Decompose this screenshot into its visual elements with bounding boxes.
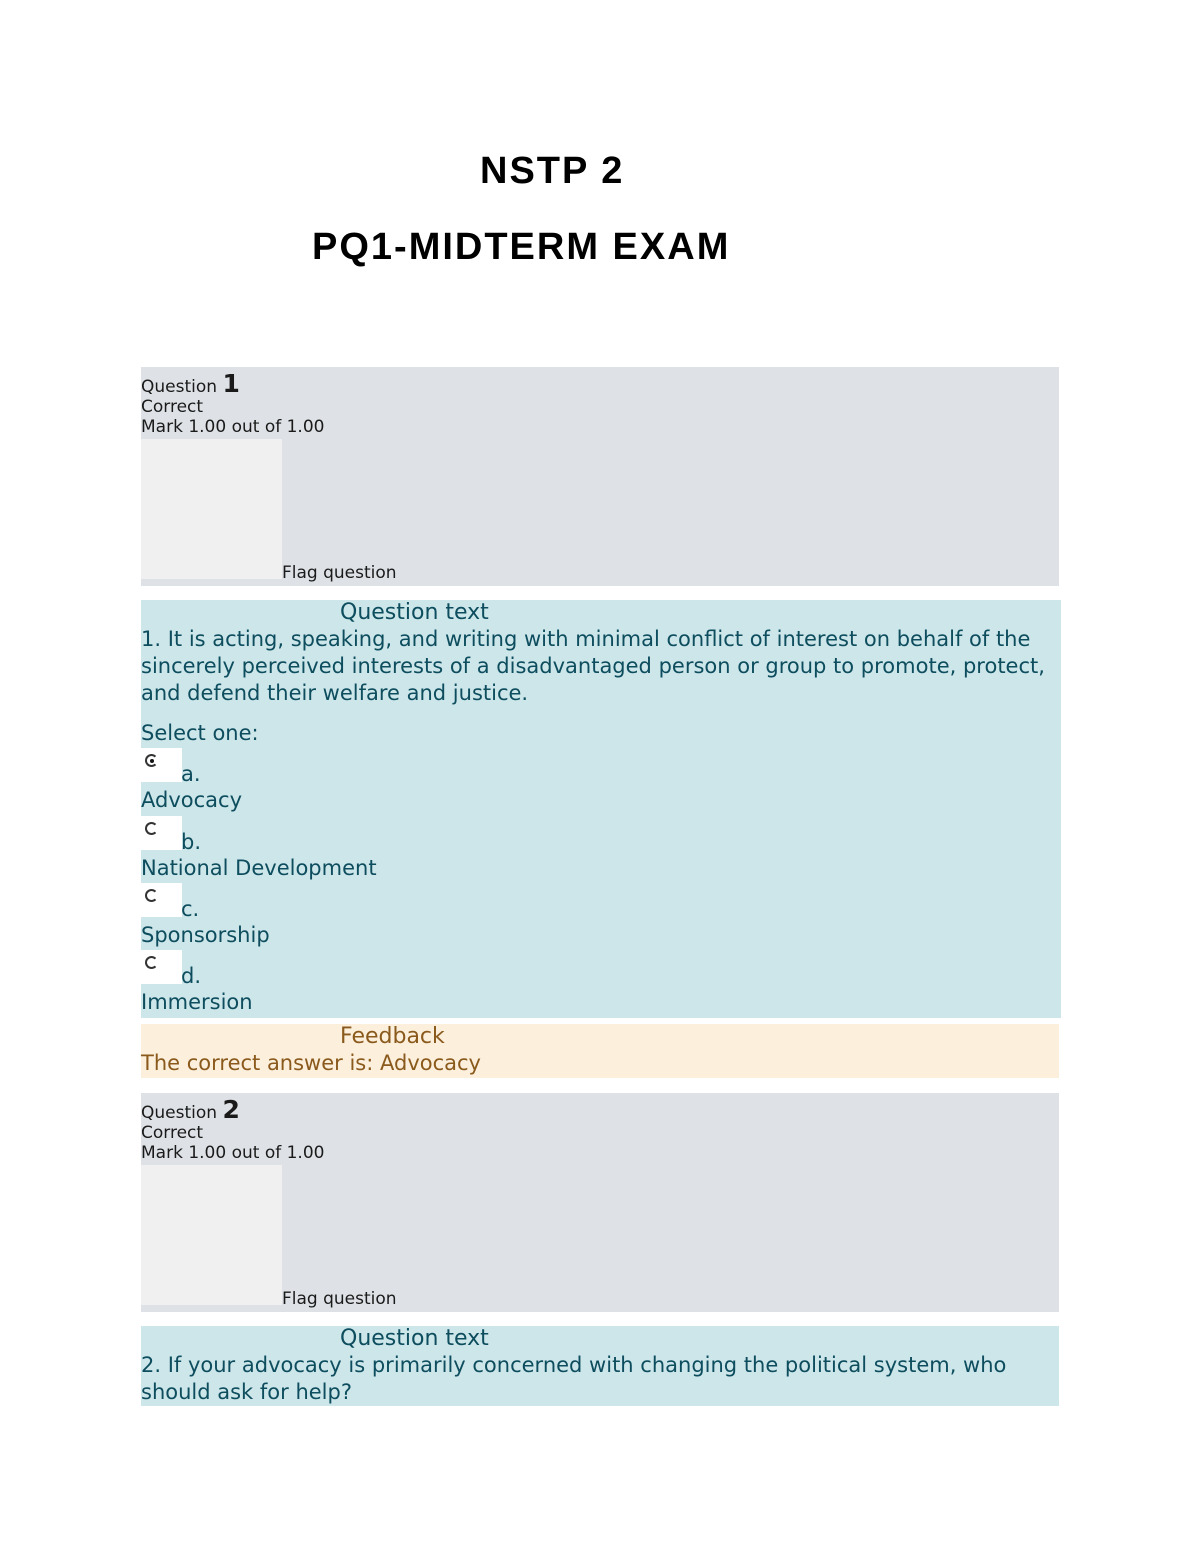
question-text: 1. It is acting, speaking, and writing with minimal conflict of interest on behalf of the sincerely perceived interests of a disadvantaged person or group to promote, protect, and defend their welfare and justice. (141, 627, 1045, 705)
question-number: 1 (222, 369, 240, 398)
question-state: Correct (141, 1123, 204, 1143)
flag-icon-placeholder[interactable] (141, 439, 282, 579)
question-grade: Mark 1.00 out of 1.00 (141, 417, 325, 437)
question-info-2 (141, 1093, 1059, 1312)
course-title: NSTP 2 (480, 150, 625, 192)
question-number-line (141, 1095, 240, 1124)
feedback-block-1 (141, 1024, 1059, 1078)
option-letter: d. (181, 964, 202, 988)
feedback-header: Feedback (340, 1024, 445, 1049)
radio-button-selected[interactable] (145, 754, 158, 767)
question-info-1 (141, 367, 1059, 586)
option-answer: National Development (141, 856, 377, 880)
question-label: Question (141, 1103, 218, 1123)
question-number-line (141, 369, 240, 398)
radio-button[interactable] (145, 956, 158, 969)
radio-button[interactable] (145, 889, 158, 902)
question-text-header: Question text (340, 600, 489, 625)
flag-question-link[interactable]: Flag question (282, 1289, 397, 1309)
option-letter: c. (181, 897, 200, 921)
flag-question-link[interactable]: Flag question (282, 563, 397, 583)
question-state: Correct (141, 397, 204, 417)
option-answer: Immersion (141, 990, 253, 1014)
option-letter: a. (181, 762, 201, 786)
question-text: 2. If your advocacy is primarily concerned with changing the political system, who should ask for help? (141, 1353, 1007, 1404)
question-number: 2 (222, 1095, 240, 1124)
radio-box (141, 748, 182, 782)
select-one-prompt: Select one: (141, 721, 259, 745)
question-text-block-1 (141, 600, 1061, 1018)
question-text-block-2 (141, 1326, 1059, 1406)
option-letter: b. (181, 830, 202, 854)
radio-box (141, 950, 182, 984)
radio-button[interactable] (145, 822, 158, 835)
radio-box (141, 816, 182, 850)
flag-icon-placeholder[interactable] (141, 1165, 282, 1305)
question-grade: Mark 1.00 out of 1.00 (141, 1143, 325, 1163)
option-answer: Advocacy (141, 788, 242, 812)
option-answer: Sponsorship (141, 923, 270, 947)
question-text-header: Question text (340, 1326, 489, 1351)
radio-box (141, 883, 182, 917)
question-label: Question (141, 377, 218, 397)
exam-title: PQ1-MIDTERM EXAM (312, 226, 731, 268)
correct-answer-text: The correct answer is: Advocacy (141, 1051, 481, 1075)
